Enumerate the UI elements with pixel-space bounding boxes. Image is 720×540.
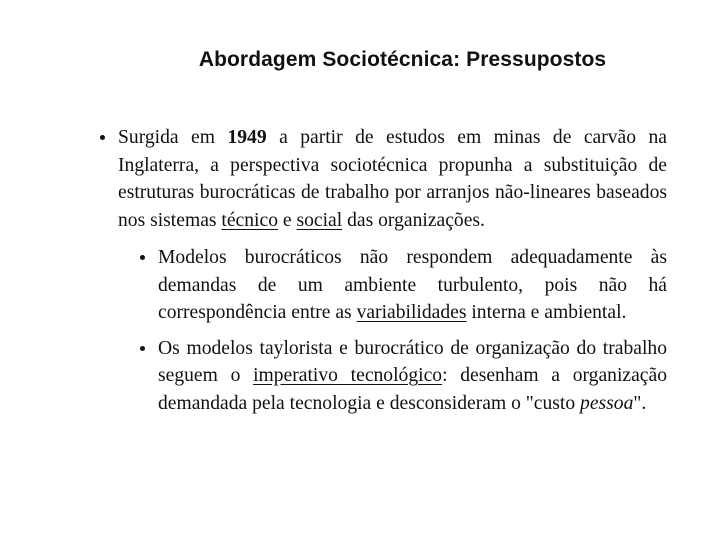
text-run: e xyxy=(278,209,297,231)
text-run: ". xyxy=(633,392,647,414)
sub-bullet-list xyxy=(140,244,667,417)
text-run: a partir de estudos em minas de carvão na Inglaterra, a perspectiva sociotécnica propunha a substituição de estruturas burocráticas de trabalho por arranjos não-lineares baseados nos sistemas xyxy=(118,127,667,231)
text-run: Modelos burocráticos não respondem adequadamente às demandas de um ambiente turbulento, pois não há correspondência entre as xyxy=(158,247,667,323)
text-run: Surgida em xyxy=(118,127,228,148)
year-text: 1949 xyxy=(227,127,267,148)
bullet-item-origin xyxy=(100,124,667,417)
underlined-term-social: social xyxy=(296,209,343,231)
text-run: interna e ambiental. xyxy=(466,302,627,323)
slide-title: Abordagem Sociotécnica: Pressupostos xyxy=(198,48,607,71)
underlined-term-imperativo-tecnologico: imperativo tecnológico xyxy=(253,365,443,386)
bullet-dot-icon xyxy=(140,346,145,351)
bullet-dot-icon xyxy=(100,135,105,140)
sub-bullet-item-taylorist xyxy=(140,335,667,418)
bullet-dot-icon xyxy=(140,255,145,260)
text-run: : desenham a organização demandada pela tecnologia e desconsideram o "custo xyxy=(158,365,667,414)
italic-term-pessoa: pessoa xyxy=(580,392,634,414)
sub-bullet-item-bureaucratic xyxy=(140,244,667,327)
text-run: Os modelos taylorista e burocrático de organização do trabalho seguem o xyxy=(158,337,667,386)
bullet-list xyxy=(100,124,667,425)
underlined-term-tecnico: técnico xyxy=(221,209,278,231)
underlined-term-variabilidades: variabilidades xyxy=(356,302,467,323)
text-run: das organizações. xyxy=(342,209,485,231)
